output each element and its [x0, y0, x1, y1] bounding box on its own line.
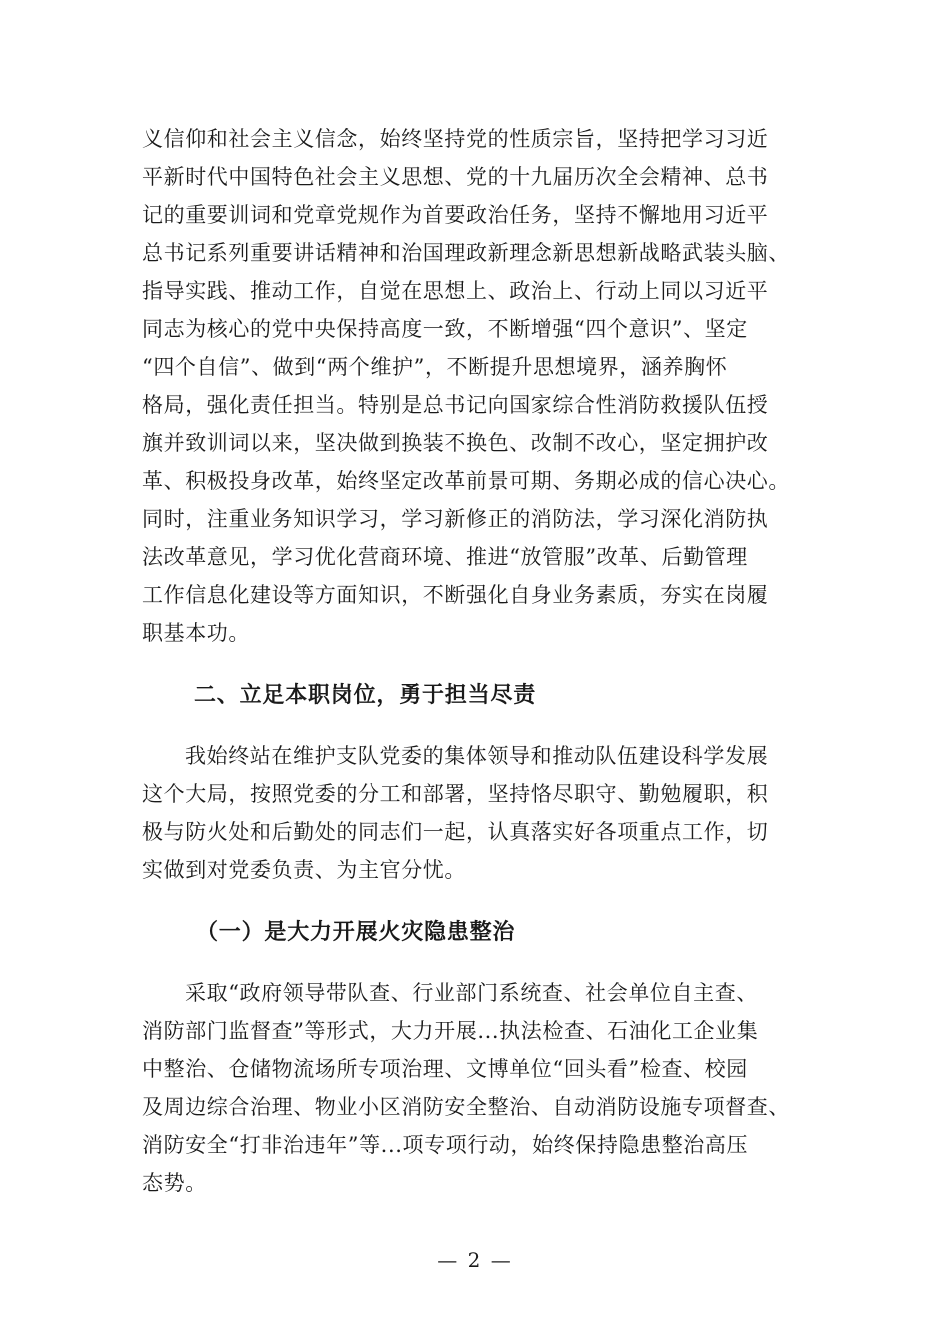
paragraph-1-line-8: 格局，强化责任担当。特别是总书记向国家综合性消防救援队伍授	[142, 393, 769, 417]
subsection-heading: （一）是大力开展火灾隐患整治	[196, 920, 516, 945]
paragraph-1-line-9: 旗并致训词以来，坚决做到换装不换色、改制不改心，坚定拥护改	[142, 431, 769, 455]
paragraph-1-line-5: 指导实践、推动工作，自觉在思想上、政治上、行动上同以习近平	[142, 279, 769, 303]
page-number: — 2 —	[437, 1248, 513, 1272]
paragraph-3-line-2: 消防部门监督查”等形式，大力开展...执法检查、石油化工企业集	[142, 1019, 759, 1043]
paragraph-3-line-5: 消防安全“打非治违年”等...项专项行动，始终保持隐患整治高压	[142, 1133, 749, 1157]
paragraph-1-line-1: 义信仰和社会主义信念，始终坚持党的性质宗旨，坚持把学习习近	[142, 127, 769, 151]
paragraph-1-line-7: “四个自信”、做到“两个维护”，不断提升思想境界，涵养胸怀	[142, 355, 728, 379]
paragraph-1-line-3: 记的重要训词和党章党规作为首要政治任务，坚持不懈地用习近平	[142, 203, 769, 227]
paragraph-1-line-11: 同时，注重业务知识学习，学习新修正的消防法，学习深化消防执	[142, 507, 769, 531]
paragraph-1-line-6: 同志为核心的党中央保持高度一致，不断增强“四个意识”、坚定	[142, 317, 748, 341]
section-heading: 二、立足本职岗位，勇于担当尽责	[194, 683, 537, 708]
paragraph-3-line-6: 态势。	[142, 1171, 207, 1195]
paragraph-2-line-1: 我始终站在维护支队党委的集体领导和推动队伍建设科学发展	[185, 744, 769, 768]
paragraph-3-line-4: 及周边综合治理、物业小区消防安全整治、自动消防设施专项督查、	[142, 1095, 790, 1119]
paragraph-2-line-3: 极与防火处和后勤处的同志们一起，认真落实好各项重点工作，切	[142, 820, 769, 844]
paragraph-1-line-13: 工作信息化建设等方面知识，不断强化自身业务素质，夯实在岗履	[142, 583, 769, 607]
paragraph-3-line-1: 采取“政府领导带队查、行业部门系统查、社会单位自主查、	[185, 981, 758, 1005]
paragraph-2-line-2: 这个大局，按照党委的分工和部署，坚持恪尽职守、勤勉履职，积	[142, 782, 769, 806]
paragraph-1-line-12: 法改革意见，学习优化营商环境、推进“放管服”改革、后勤管理	[142, 545, 748, 569]
paragraph-1-line-2: 平新时代中国特色社会主义思想、党的十九届历次全会精神、总书	[142, 165, 769, 189]
paragraph-1-line-4: 总书记系列重要讲话精神和治国理政新理念新思想新战略武装头脑、	[142, 241, 790, 265]
paragraph-2-line-4: 实做到对党委负责、为主官分忧。	[142, 858, 466, 882]
paragraph-3-line-3: 中整治、仓储物流场所专项治理、文博单位“回头看”检查、校园	[142, 1057, 748, 1081]
paragraph-1-line-14: 职基本功。	[142, 621, 250, 645]
paragraph-1-line-10: 革、积极投身改革，始终坚定改革前景可期、务期必成的信心决心。	[142, 469, 790, 493]
